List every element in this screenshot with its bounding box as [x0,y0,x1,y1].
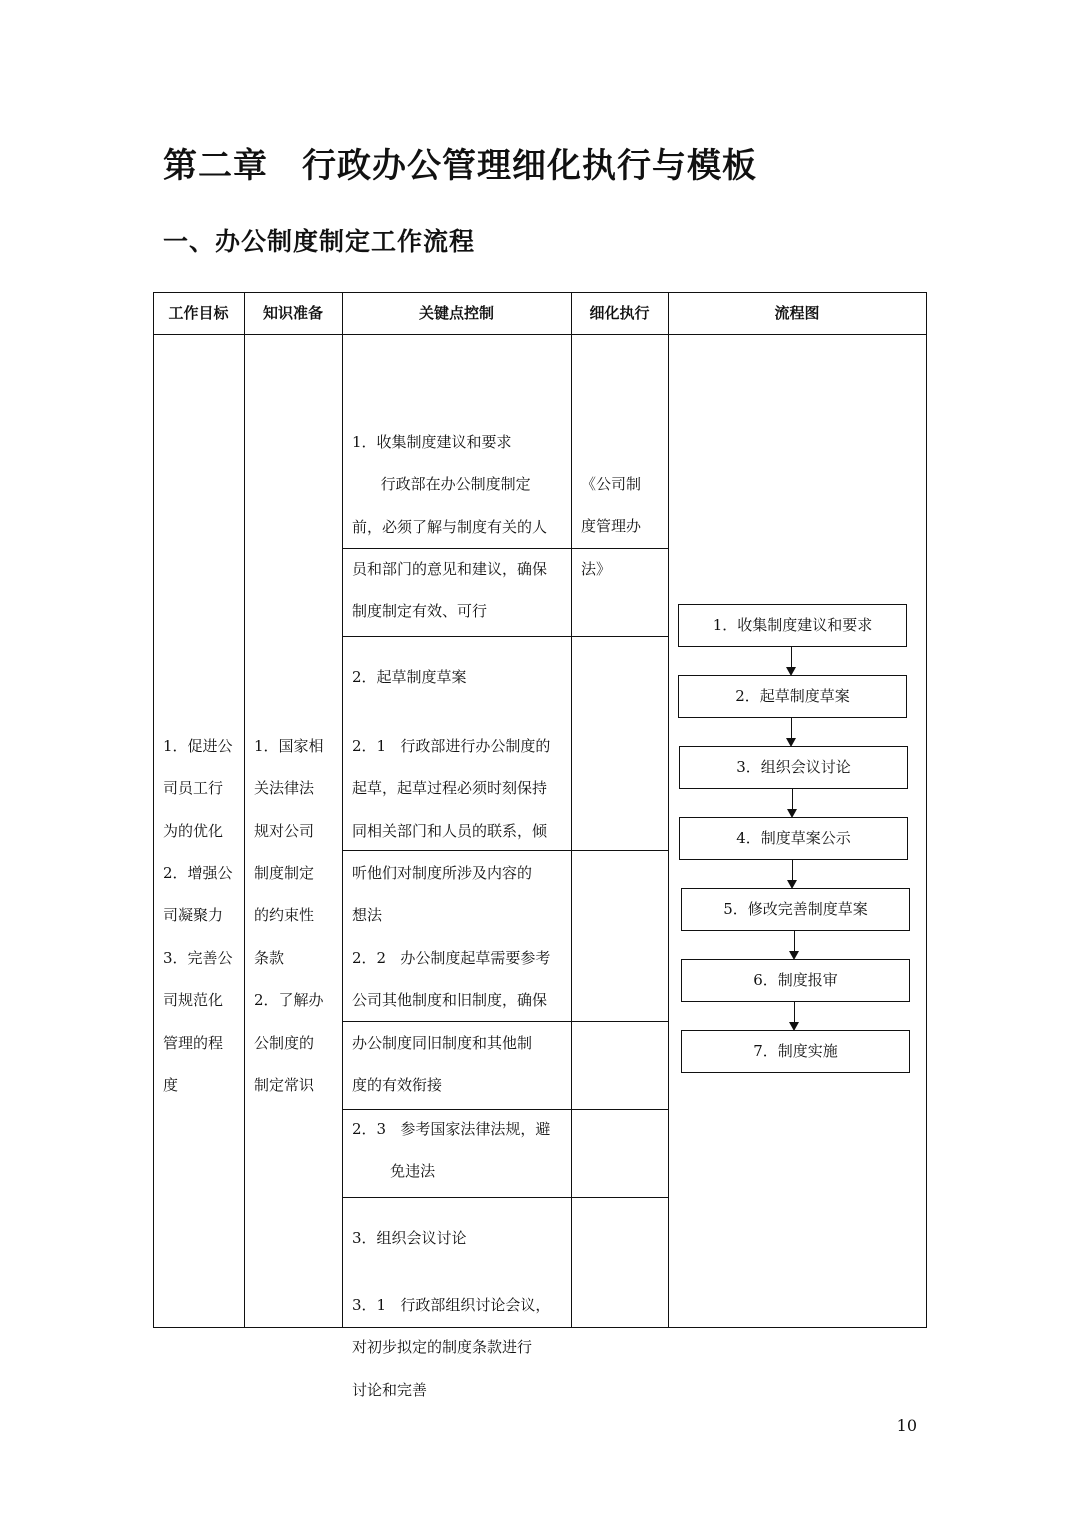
header-execution: 细化执行 [589,304,650,322]
flow-arrow-6 [794,1002,795,1029]
flow-step-6: 6．制度报审 [681,959,910,1002]
header-work-goal: 工作目标 [168,304,229,322]
header-flowchart: 流程图 [774,304,820,322]
key-point-3: 3．组织会议讨论 [352,1228,467,1247]
page-number: 10 [896,1416,917,1435]
key-point-2-3: 2．3 参考国家法律法规，避 免违法 [352,1119,551,1181]
flow-arrow-1 [791,647,792,674]
knowledge-cell: 1．国家相 关法律法 规对公司 制度制定 的约束性 条款 2．了解办 公制度的 制定常识 [254,736,324,1095]
key-point-2-1: 2．1 行政部进行办公制度的 起草，起草过程必须时刻保持 同相关部门和人员的联系，倾 听他们对制度所涉及内容的 想法 [352,736,551,925]
flow-step-4: 4．制度草案公示 [679,817,908,860]
section-title: 一、办公制度制定工作流程 [163,227,476,256]
flow-arrow-4 [792,860,793,887]
flow-step-3: 3．组织会议讨论 [679,746,908,789]
key-point-2: 2．起草制度草案 [352,667,467,686]
key-point-3-1: 3．1 行政部组织讨论会议， 对初步拟定的制度条款进行 讨论和完善 [352,1295,551,1399]
flow-arrow-2 [791,718,792,745]
key-point-2-2: 2．2 办公制度起草需要参考 公司其他制度和旧制度，确保 办公制度同旧制度和其他制 度的有效衔接 [352,948,551,1095]
goals-cell: 1．促进公 司员工行 为的优化 2．增强公 司凝聚力 3．完善公 司规范化 管理的程 度 [163,736,233,1095]
header-key-control: 关键点控制 [418,304,494,322]
header-knowledge: 知识准备 [262,304,323,322]
key-point-1: 1．收集制度建议和要求 行政部在办公制度制定 前，必须了解与制度有关的人 员和部门的意见和建议，确保 制度制定有效、可行 [352,432,548,621]
flow-step-7: 7．制度实施 [681,1030,910,1073]
flow-arrow-5 [794,931,795,958]
flow-arrow-3 [792,789,793,816]
flow-step-1: 1．收集制度建议和要求 [678,604,907,647]
execution-cell-1: 《公司制 度管理办 法》 [581,474,642,578]
chapter-title: 第二章 行政办公管理细化执行与模板 [163,146,757,186]
flow-step-5: 5．修改完善制度草案 [681,888,910,931]
flow-step-2: 2．起草制度草案 [678,675,907,718]
